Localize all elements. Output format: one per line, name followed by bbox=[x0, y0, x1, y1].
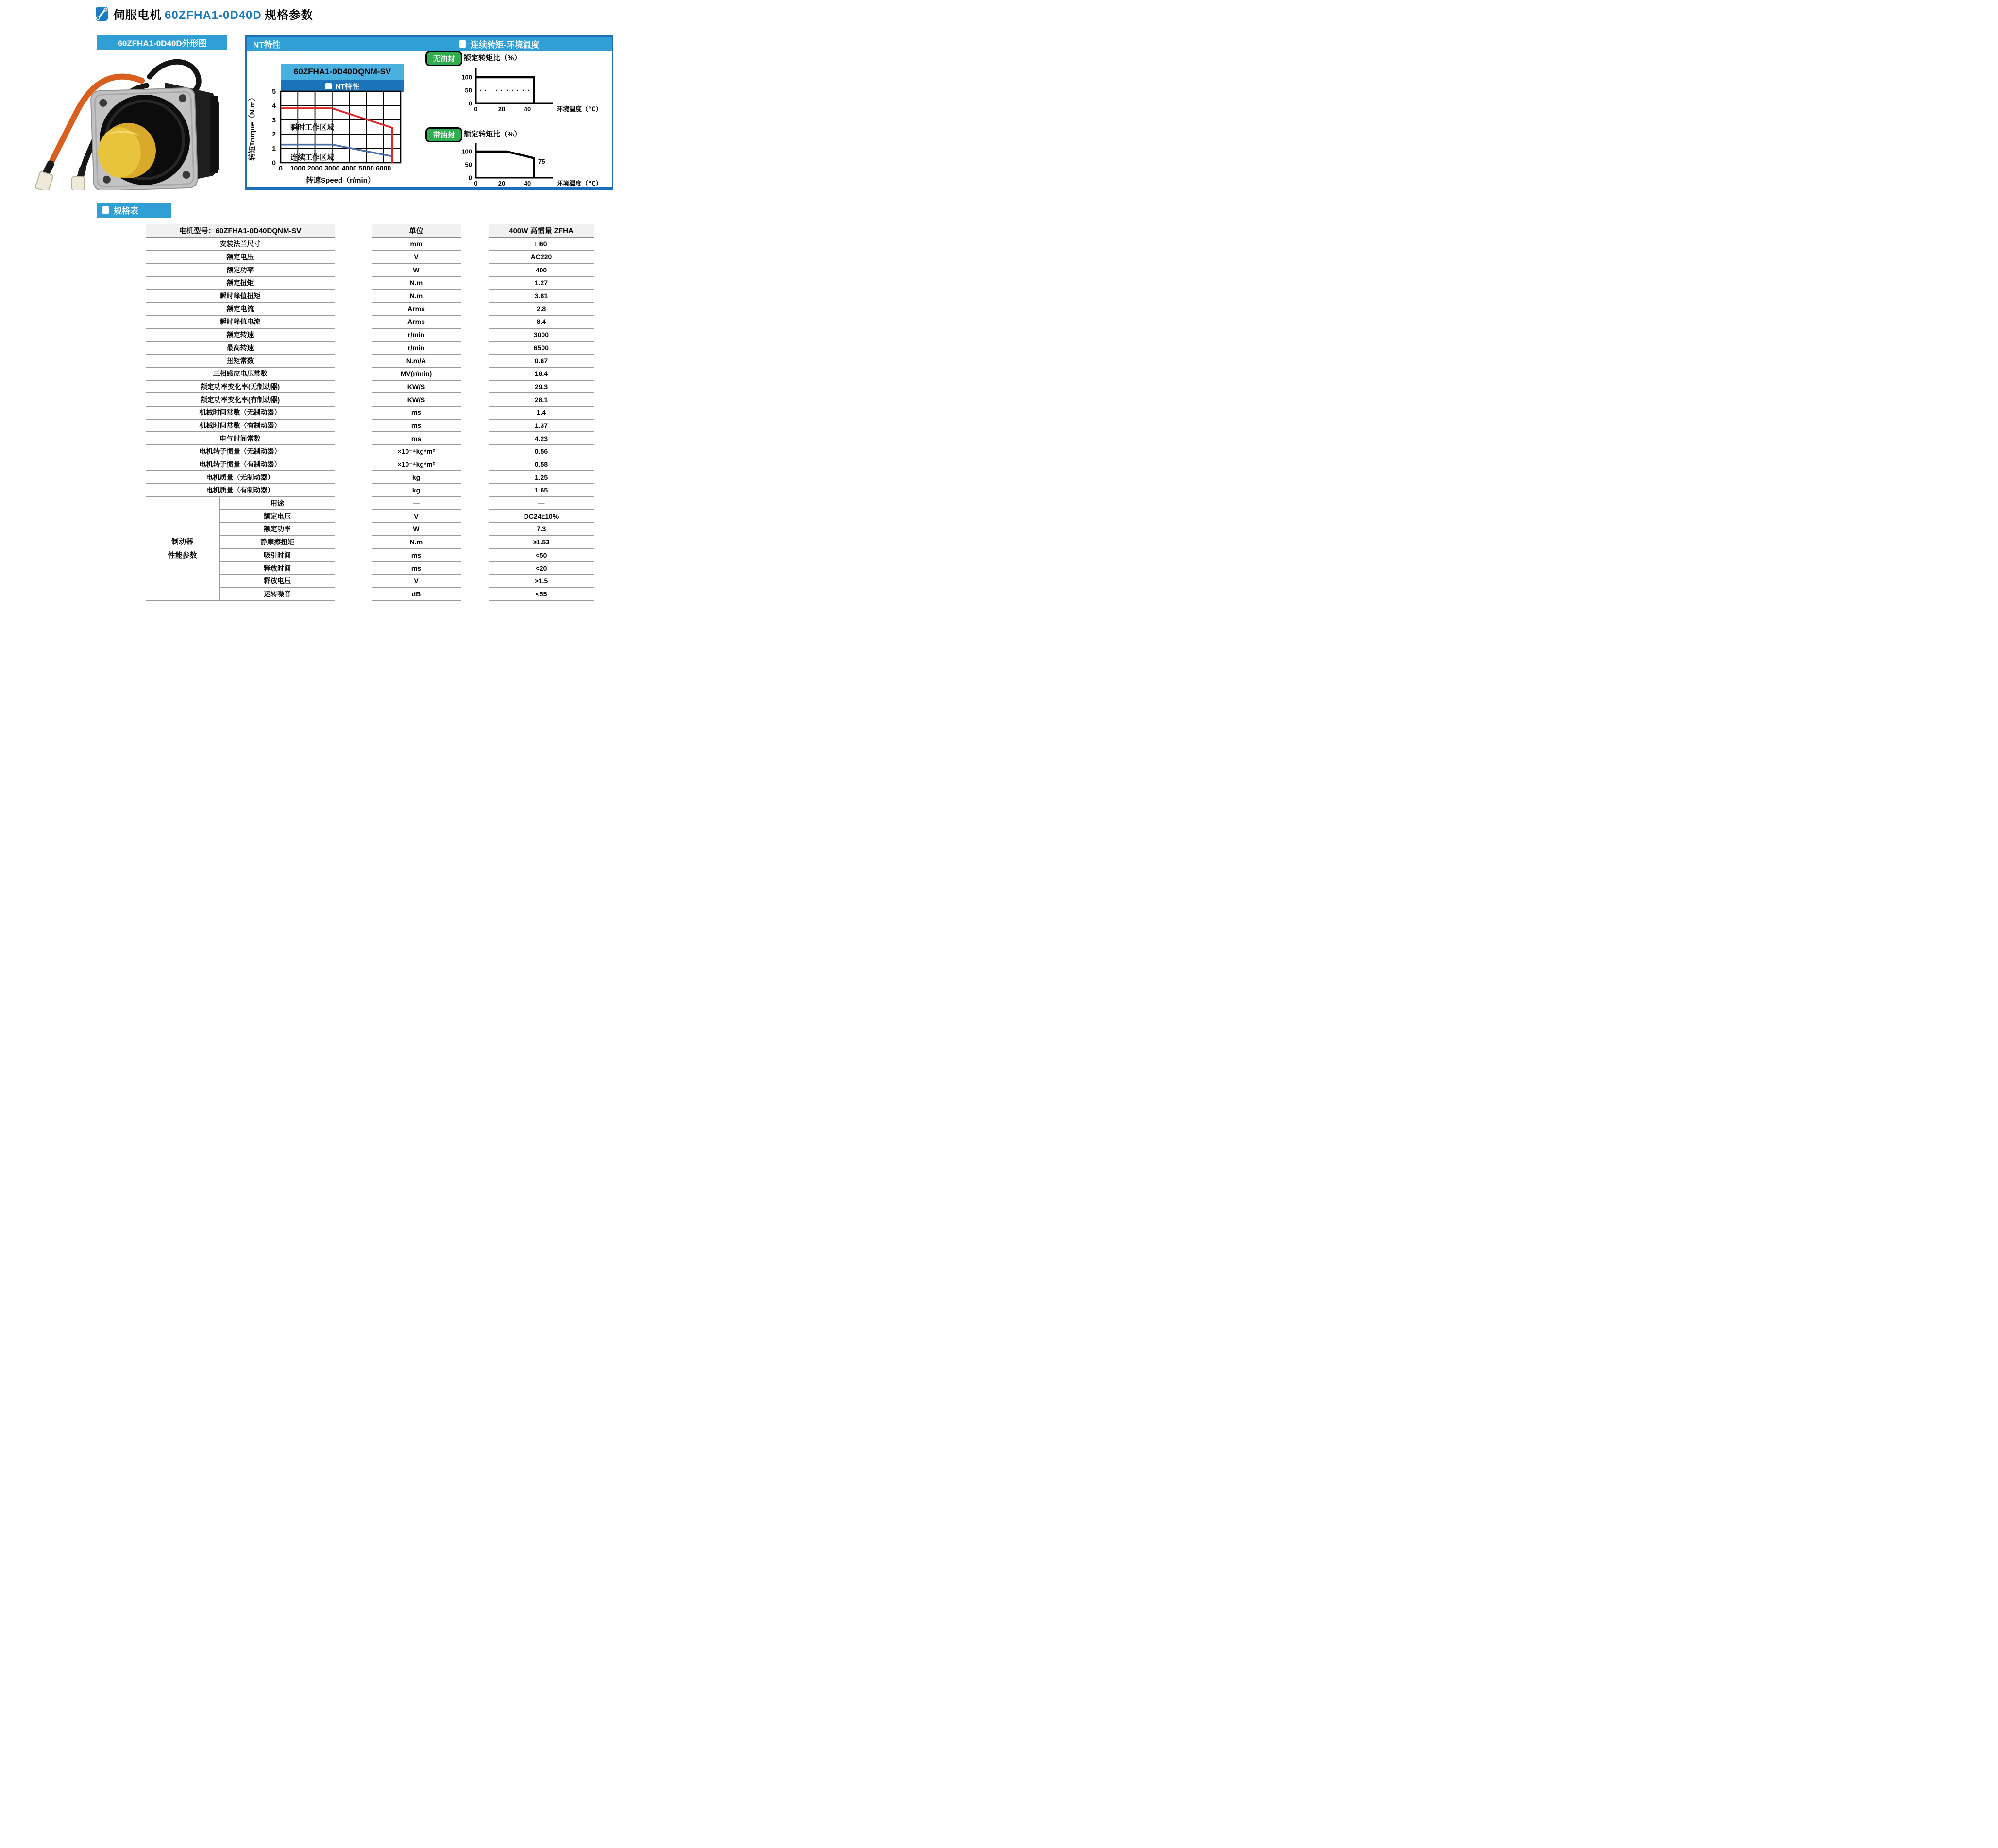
brake-row-unit: dB bbox=[372, 588, 461, 601]
svg-text:0: 0 bbox=[468, 100, 472, 107]
brake-row-value: 7.3 bbox=[489, 523, 594, 536]
spec-row-unit: N.m bbox=[372, 277, 461, 290]
svg-text:50: 50 bbox=[465, 86, 472, 94]
spec-row-unit: ×10⁻⁴kg*m² bbox=[372, 458, 461, 472]
spec-row-label: 电机质量（有制动器） bbox=[146, 484, 335, 497]
temp-xaxis-title: 环境温度（℃） bbox=[557, 180, 602, 187]
column-header-series: 400W 高惯量 ZFHA bbox=[489, 224, 594, 238]
spec-row-label: 额定功率变化率(有制动器) bbox=[146, 393, 335, 407]
section-icon bbox=[95, 6, 108, 21]
svg-text:0: 0 bbox=[474, 105, 478, 113]
spec-row-label: 额定电流 bbox=[146, 303, 335, 316]
square-bullet-icon bbox=[459, 40, 466, 48]
page-title bbox=[113, 5, 313, 22]
spec-row-unit: KW/S bbox=[372, 381, 461, 394]
nt-yaxis-title: 转矩Torque（N.m） bbox=[248, 93, 256, 161]
spec-row-unit: ×10⁻⁴kg*m² bbox=[372, 445, 461, 458]
svg-text:6000: 6000 bbox=[376, 164, 391, 172]
temp-chart-no-seal bbox=[461, 66, 612, 120]
spec-row-label: 额定转速 bbox=[146, 329, 335, 342]
spec-row-value: 3000 bbox=[489, 329, 594, 342]
spec-row-label: 瞬时峰值扭矩 bbox=[146, 290, 335, 303]
spec-row-value: 400 bbox=[489, 264, 594, 277]
spec-row-label: 三相感应电压常数 bbox=[146, 368, 335, 381]
spec-row-unit: r/min bbox=[372, 329, 461, 342]
spec-row-value: 6500 bbox=[489, 342, 594, 355]
spec-row-value: 1.25 bbox=[489, 471, 594, 484]
spec-row-value: 29.3 bbox=[489, 381, 594, 394]
spec-row-unit: ms bbox=[372, 432, 461, 445]
spec-row-value: 18.4 bbox=[489, 368, 594, 381]
temp-panel-title: 连续转矩-环境温度 bbox=[471, 40, 540, 50]
temp-xaxis-title: 环境温度（℃） bbox=[557, 105, 602, 113]
svg-text:0: 0 bbox=[474, 180, 478, 187]
with-seal-badge: 带油封 bbox=[425, 127, 462, 142]
brake-row-value: <20 bbox=[489, 562, 594, 575]
nt-chart bbox=[243, 86, 427, 190]
brake-row-unit: V bbox=[372, 575, 461, 588]
spec-row-value: 3.81 bbox=[489, 290, 594, 303]
svg-text:0: 0 bbox=[468, 174, 472, 182]
svg-text:1000: 1000 bbox=[290, 164, 305, 172]
spec-row-label: 机械时间常数（有制动器） bbox=[146, 420, 335, 433]
no-seal-badge: 无油封 bbox=[425, 51, 462, 66]
photo-panel-header bbox=[97, 35, 227, 50]
page-title-suffix: 规格参数 bbox=[264, 8, 313, 22]
spec-row-value: 0.56 bbox=[489, 445, 594, 458]
page-title-model: 60ZFHA1-0D40D bbox=[165, 8, 262, 22]
instant-zone-label: 瞬时工作区域 bbox=[290, 123, 335, 132]
spec-row-label: 电机转子惯量（有制动器） bbox=[146, 458, 335, 472]
svg-text:4: 4 bbox=[272, 102, 276, 110]
nt-xaxis-title: 转速Speed（r/min） bbox=[306, 176, 375, 185]
svg-text:100: 100 bbox=[461, 148, 472, 155]
brake-row-label: 吸引时间 bbox=[219, 549, 335, 562]
spec-row-unit: Arms bbox=[372, 316, 461, 329]
brake-row-value: <50 bbox=[489, 549, 594, 562]
spec-row-value: 28.1 bbox=[489, 393, 594, 407]
table-bottom-rule bbox=[146, 600, 220, 601]
spec-row-value: 1.37 bbox=[489, 420, 594, 433]
spec-row-value: 1.4 bbox=[489, 407, 594, 420]
column-header-model: 电机型号：60ZFHA1-0D40DQNM-SV bbox=[146, 224, 335, 238]
spec-row-label: 最高转速 bbox=[146, 342, 335, 355]
temp-chart-with-seal bbox=[461, 140, 612, 188]
spec-row-unit: N.m/A bbox=[372, 355, 461, 368]
page-header bbox=[95, 5, 313, 22]
svg-text:20: 20 bbox=[498, 180, 506, 187]
brake-row-value: >1.5 bbox=[489, 575, 594, 588]
brake-group-label bbox=[146, 497, 219, 600]
spec-column-values bbox=[489, 224, 594, 601]
spec-row-value: 8.4 bbox=[489, 316, 594, 329]
spec-row-label: 电机质量（无制动器） bbox=[146, 471, 335, 484]
spec-table-title: 规格表 bbox=[114, 206, 138, 216]
svg-text:2: 2 bbox=[272, 130, 276, 138]
brake-row-unit: N.m bbox=[372, 536, 461, 549]
nt-panel-title: NT特性 bbox=[253, 40, 281, 50]
svg-text:40: 40 bbox=[524, 105, 531, 113]
spec-row-unit: W bbox=[372, 264, 461, 277]
derating-75-label: 75 bbox=[538, 158, 545, 165]
photo-panel-title: 60ZFHA1-0D40D外形图 bbox=[118, 39, 207, 48]
spec-row-value: 4.23 bbox=[489, 432, 594, 445]
spec-row-value: 1.65 bbox=[489, 484, 594, 497]
spec-row-value: 0.58 bbox=[489, 458, 594, 472]
spec-row-label: 安装法兰尺寸 bbox=[146, 238, 335, 251]
svg-text:5000: 5000 bbox=[358, 164, 374, 172]
motor-photo bbox=[19, 49, 236, 190]
spec-row-unit: ms bbox=[372, 420, 461, 433]
brake-row-label: 额定功率 bbox=[219, 523, 335, 536]
svg-text:4000: 4000 bbox=[341, 164, 357, 172]
spec-row-unit: V bbox=[372, 251, 461, 264]
spec-row-value: 1.27 bbox=[489, 277, 594, 290]
nt-panel-header bbox=[247, 37, 612, 51]
svg-text:50: 50 bbox=[465, 161, 472, 169]
spec-table-header bbox=[97, 203, 171, 218]
brake-group-label-line: 性能参数 bbox=[168, 551, 197, 559]
spec-row-unit: r/min bbox=[372, 342, 461, 355]
spec-row-unit: ms bbox=[372, 407, 461, 420]
spec-row-unit: mm bbox=[372, 238, 461, 251]
brake-row-value: — bbox=[489, 497, 594, 510]
brake-row-value: ≥1.53 bbox=[489, 536, 594, 549]
spec-row-label: 瞬时峰值电流 bbox=[146, 316, 335, 329]
spec-row-unit: N.m bbox=[372, 290, 461, 303]
svg-text:1: 1 bbox=[272, 144, 276, 153]
brake-row-label: 用途 bbox=[219, 497, 335, 510]
page-title-prefix: 伺服电机 bbox=[113, 8, 162, 22]
continuous-zone-label: 连续工作区域 bbox=[290, 153, 335, 162]
brake-row-unit: ms bbox=[372, 549, 461, 562]
spec-row-label: 扭矩常数 bbox=[146, 355, 335, 368]
spec-row-value: 2.8 bbox=[489, 303, 594, 316]
svg-text:2000: 2000 bbox=[307, 164, 323, 172]
brake-row-value: DC24±10% bbox=[489, 510, 594, 523]
svg-text:3: 3 bbox=[272, 116, 276, 124]
brake-row-unit: W bbox=[372, 523, 461, 536]
spec-row-unit: Arms bbox=[372, 303, 461, 316]
svg-text:20: 20 bbox=[498, 105, 506, 113]
square-bullet-icon bbox=[102, 206, 109, 214]
brake-row-label: 运转噪音 bbox=[219, 588, 335, 601]
spec-row-unit: MV(r/min) bbox=[372, 368, 461, 381]
nt-panel bbox=[245, 35, 613, 190]
spec-row-label: 额定功率 bbox=[146, 264, 335, 277]
ratio-axis-label: 额定转矩比（%） bbox=[464, 54, 522, 62]
spec-row-value: □60 bbox=[489, 238, 594, 251]
spec-row-label: 额定电压 bbox=[146, 251, 335, 264]
spec-row-label: 电气时间常数 bbox=[146, 432, 335, 445]
nt-chart-legend-label: NT特性 bbox=[335, 82, 360, 91]
brake-row-unit: ms bbox=[372, 562, 461, 575]
column-header-unit: 单位 bbox=[372, 224, 461, 238]
connector-plug bbox=[72, 177, 85, 190]
svg-text:3000: 3000 bbox=[324, 164, 340, 172]
brake-row-unit: — bbox=[372, 497, 461, 510]
svg-text:0: 0 bbox=[272, 159, 276, 167]
brake-row-label: 释放电压 bbox=[219, 575, 335, 588]
spec-row-label: 机械时间常数（无制动器） bbox=[146, 407, 335, 420]
spec-row-label: 额定扭矩 bbox=[146, 277, 335, 290]
temp-panel-header bbox=[459, 37, 540, 51]
svg-text:0: 0 bbox=[279, 164, 283, 172]
svg-text:100: 100 bbox=[461, 73, 472, 81]
brake-row-unit: V bbox=[372, 510, 461, 523]
spec-row-value: 0.67 bbox=[489, 355, 594, 368]
brake-row-label: 释放时间 bbox=[219, 562, 335, 575]
spec-row-value: AC220 bbox=[489, 251, 594, 264]
spec-row-unit: kg bbox=[372, 471, 461, 484]
svg-text:40: 40 bbox=[524, 180, 531, 187]
spec-column-units bbox=[372, 224, 461, 601]
svg-text:5: 5 bbox=[272, 87, 276, 95]
brake-row-label: 静摩擦扭矩 bbox=[219, 536, 335, 549]
brake-group-label-line: 制动器 bbox=[171, 537, 193, 546]
ratio-axis-label: 额定转矩比（%） bbox=[464, 130, 522, 138]
connector-plug bbox=[35, 171, 53, 190]
spec-row-label: 额定功率变化率(无制动器) bbox=[146, 381, 335, 394]
nt-chart-model-label: 60ZFHA1-0D40DQNM-SV bbox=[281, 64, 404, 80]
spec-row-label: 电机转子惯量（无制动器） bbox=[146, 445, 335, 458]
spec-row-unit: KW/S bbox=[372, 393, 461, 407]
brake-row-value: <55 bbox=[489, 588, 594, 601]
spec-row-unit: kg bbox=[372, 484, 461, 497]
brake-row-label: 额定电压 bbox=[219, 510, 335, 523]
